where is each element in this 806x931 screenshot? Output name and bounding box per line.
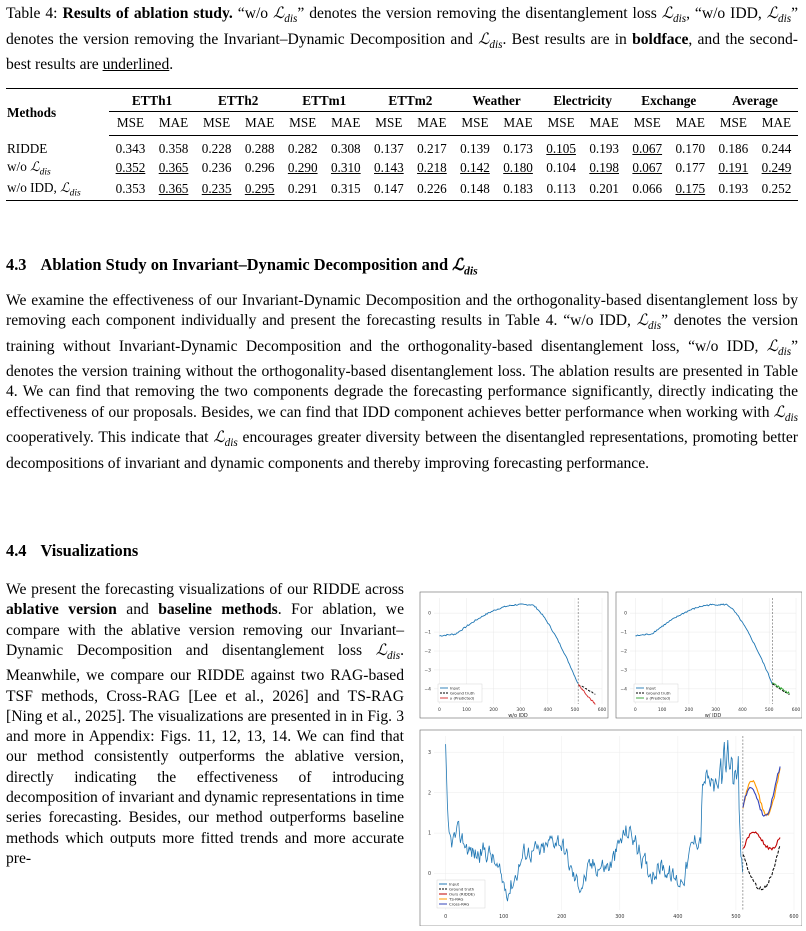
y-tick-label: −2 bbox=[620, 649, 627, 655]
legend-label: Ground truth bbox=[449, 886, 475, 892]
legend-label: y (Predicted) bbox=[646, 695, 671, 701]
table-cell: 0.177 bbox=[675, 160, 706, 176]
table-cell: 0.067 bbox=[632, 141, 663, 156]
table-row bbox=[6, 158, 798, 179]
ablation-results-table bbox=[6, 88, 798, 201]
metric-header: MAE bbox=[152, 112, 195, 136]
legend-label: TS-RAG bbox=[449, 896, 464, 902]
forecast-visualization-figure bbox=[418, 590, 802, 926]
table-cell: 0.310 bbox=[330, 160, 361, 176]
table-cell: 0.066 bbox=[626, 179, 669, 201]
dataset-header: ETTh2 bbox=[195, 89, 281, 112]
table-cell: 0.290 bbox=[287, 160, 318, 176]
x-tick-label: 400 bbox=[673, 915, 683, 920]
y-tick-label: −4 bbox=[424, 687, 431, 693]
metric-header: MSE bbox=[281, 112, 324, 136]
metric-header: MAE bbox=[583, 112, 626, 136]
dataset-header: ETTh1 bbox=[109, 89, 195, 112]
metric-header: MAE bbox=[324, 112, 367, 136]
metric-header: MSE bbox=[712, 112, 755, 136]
x-tick-label: 300 bbox=[711, 708, 720, 713]
table-cell: 0.173 bbox=[503, 141, 533, 156]
table-cell: 0.191 bbox=[718, 160, 749, 176]
y-tick-label: 2 bbox=[427, 791, 431, 797]
x-tick-label: 100 bbox=[657, 708, 667, 713]
table-cell: 0.365 bbox=[158, 160, 189, 176]
metric-header: MSE bbox=[453, 112, 496, 136]
x-tick-label: 400 bbox=[543, 708, 553, 713]
y-tick-label: −1 bbox=[424, 630, 431, 636]
table-cell: 0.282 bbox=[287, 141, 318, 156]
table-cell: 0.226 bbox=[410, 179, 453, 201]
table-cell: 0.295 bbox=[238, 179, 281, 201]
method-label: w/o IDD, ℒ$_{dis}$ bbox=[6, 179, 109, 201]
x-tick-label: 0 bbox=[437, 708, 441, 713]
table-cell: 0.105 bbox=[546, 141, 576, 156]
legend-label: Input bbox=[450, 685, 460, 691]
x-axis-label: w/ IDD bbox=[704, 713, 722, 719]
table-cell: 0.193 bbox=[589, 141, 619, 156]
metric-header: MSE bbox=[109, 112, 152, 136]
table-cell: 0.352 bbox=[115, 160, 146, 176]
table-cell: 0.249 bbox=[761, 160, 792, 176]
table-cell: 0.315 bbox=[324, 179, 367, 201]
legend-label: Cross-RAG bbox=[449, 901, 470, 907]
y-tick-label: −4 bbox=[620, 687, 627, 693]
table-cell: 0.228 bbox=[201, 141, 232, 156]
dataset-header: Exchange bbox=[626, 89, 712, 112]
table-cell: 0.235 bbox=[195, 179, 238, 201]
x-tick-label: 100 bbox=[499, 915, 509, 920]
methods-header: Methods bbox=[7, 105, 57, 121]
metric-header: MAE bbox=[410, 112, 453, 136]
x-tick-label: 0 bbox=[633, 708, 637, 713]
metric-header: MAE bbox=[755, 112, 798, 136]
y-tick-label: 0 bbox=[428, 611, 431, 617]
section-heading-4-4: 4.4 Visualizations bbox=[6, 541, 139, 560]
table-cell: 0.236 bbox=[201, 160, 232, 176]
table-cell: 0.252 bbox=[755, 179, 798, 201]
table-row bbox=[6, 179, 798, 201]
table-cell: 0.142 bbox=[460, 160, 490, 176]
forecast-figure-svg bbox=[418, 590, 802, 926]
table-cell: 0.186 bbox=[718, 141, 749, 156]
y-tick-label: 0 bbox=[427, 872, 431, 878]
x-tick-label: 200 bbox=[557, 915, 567, 920]
metric-header: MAE bbox=[497, 112, 540, 136]
x-tick-label: 500 bbox=[570, 708, 580, 713]
table-cell: 0.288 bbox=[244, 141, 275, 156]
legend-label: Ground truth bbox=[450, 690, 475, 696]
table-cell: 0.170 bbox=[675, 141, 706, 156]
metric-header: MSE bbox=[626, 112, 669, 136]
table-cell: 0.139 bbox=[460, 141, 490, 156]
section-4-4-paragraph: We present the forecasting visualizations of our RIDDE across ablative version and baseline methods. For ablation, we compare with the ablative version removing our Invariant–Dynamic Decomposition and disentanglement loss ℒ$_{dis}$. Meanwhile, we compare our RIDDE against two RAG-based TSF methods, Cross-RAG [Lee et al., 2026] and TS-RAG [Ning et al., 2025]. The visualizations are presented in in Fig. 3 and more in Appendix: Figs. 11, 12, 13, 14. We can find that our method consistently outperforms the ablative version, directly indicating the effectiveness of introducing decomposition of invariant and dynamic representations in time series forecasting. Besides, our method outperforms baseline methods which outputs more fitted trends and more accurate pre- bbox=[6, 581, 404, 867]
legend-label: y (Predicted) bbox=[450, 695, 475, 701]
table-cell: 0.113 bbox=[540, 179, 583, 201]
table-cell: 0.218 bbox=[417, 160, 447, 176]
legend-label: Ours (RIDDE) bbox=[449, 891, 475, 897]
table-cell: 0.365 bbox=[152, 179, 195, 201]
dataset-header: ETTm1 bbox=[281, 89, 367, 112]
table-cell: 0.183 bbox=[497, 179, 540, 201]
table-cell: 0.353 bbox=[109, 179, 152, 201]
y-tick-label: 3 bbox=[427, 750, 431, 756]
table-cell: 0.067 bbox=[632, 160, 663, 176]
dataset-header: Electricity bbox=[540, 89, 626, 112]
metric-header: MSE bbox=[367, 112, 410, 136]
table-cell: 0.148 bbox=[453, 179, 496, 201]
y-tick-label: −3 bbox=[424, 668, 431, 674]
x-tick-label: 500 bbox=[731, 915, 741, 920]
table-cell: 0.104 bbox=[546, 160, 576, 176]
table-cell: 0.308 bbox=[330, 141, 361, 156]
y-tick-label: 1 bbox=[427, 831, 431, 837]
table-cell: 0.143 bbox=[374, 160, 404, 176]
method-label: RIDDE bbox=[7, 140, 48, 156]
table-cell: 0.291 bbox=[281, 179, 324, 201]
metric-header: MSE bbox=[540, 112, 583, 136]
legend-label: Input bbox=[449, 881, 460, 887]
metric-header: MAE bbox=[669, 112, 712, 136]
table-row bbox=[6, 136, 798, 159]
x-tick-label: 500 bbox=[764, 708, 774, 713]
y-tick-label: 0 bbox=[624, 611, 627, 617]
x-tick-label: 600 bbox=[789, 915, 799, 920]
x-tick-label: 200 bbox=[684, 708, 694, 713]
metric-header: MAE bbox=[238, 112, 281, 136]
legend-label: Input bbox=[646, 685, 656, 691]
dataset-header: Weather bbox=[453, 89, 539, 112]
table-cell: 0.137 bbox=[374, 141, 404, 156]
table-cell: 0.358 bbox=[158, 141, 189, 156]
x-tick-label: 600 bbox=[597, 708, 607, 713]
table-cell: 0.193 bbox=[712, 179, 755, 201]
table-caption: Table 4: Results of ablation study. “w/o ℒ$_{dis}$” denotes the version removing the disentanglement loss ℒ$_{dis}$, “w/o IDD, ℒ$_{dis}$” denotes the version removing the Invariant–Dynamic Decomposition and ℒ$_{dis}$. Best results are in boldface, and the second-best results are underlined. bbox=[6, 5, 798, 74]
legend-label: Ground truth bbox=[646, 690, 671, 696]
x-tick-label: 400 bbox=[738, 708, 747, 713]
x-tick-label: 600 bbox=[791, 708, 801, 713]
y-tick-label: −3 bbox=[620, 668, 627, 674]
table-cell: 0.296 bbox=[244, 160, 275, 176]
table-cell: 0.201 bbox=[583, 179, 626, 201]
table-cell: 0.198 bbox=[589, 160, 619, 176]
x-axis-label: w/o IDD bbox=[508, 713, 528, 719]
x-tick-label: 200 bbox=[489, 708, 498, 713]
table-cell: 0.175 bbox=[669, 179, 712, 201]
section-heading-4-3: 4.3 Ablation Study on Invariant–Dynamic Decomposition and ℒ$_{dis}$ bbox=[6, 255, 478, 278]
table-cell: 0.217 bbox=[417, 141, 447, 156]
metric-header: MSE bbox=[195, 112, 238, 136]
y-tick-label: −1 bbox=[620, 630, 627, 636]
table-cell: 0.180 bbox=[503, 160, 533, 176]
x-tick-label: 300 bbox=[516, 708, 526, 713]
x-tick-label: 100 bbox=[462, 708, 471, 713]
y-tick-label: −2 bbox=[424, 649, 431, 655]
table-cell: 0.343 bbox=[115, 141, 146, 156]
method-label: w/o ℒ$_{dis}$ bbox=[7, 159, 51, 178]
table-cell: 0.147 bbox=[367, 179, 410, 201]
table-cell: 0.244 bbox=[761, 141, 792, 156]
x-tick-label: 300 bbox=[615, 915, 625, 920]
dataset-header: Average bbox=[712, 89, 798, 112]
section-4-3-paragraph: We examine the effectiveness of our Invariant-Dynamic Decomposition and the orthogonality-based disentanglement loss by removing each component individually and present the forecasting results in Table 4. “w/o IDD, ℒ$_{dis}$” denotes the version training without Invariant-Dynamic Decomposition and the orthogonality-based disentanglement loss, “w/o IDD, ℒ$_{dis}$” denotes the version training without the orthogonality-based disentanglement loss. The ablation results are presented in Table 4. We can find that removing the two components degrade the forecasting performance significantly, directly indicating the effectiveness of our proposals. Besides, we can find that IDD component achieves better performance when working with ℒ$_{dis}$ cooperatively. This indicate that ℒ$_{dis}$ encourages greater diversity between the disentangled representations, promoting better decompositions of invariant and dynamic components and thereby improving forecasting performance. bbox=[6, 292, 798, 472]
x-tick-label: 0 bbox=[444, 915, 448, 920]
dataset-header: ETTm2 bbox=[367, 89, 453, 112]
